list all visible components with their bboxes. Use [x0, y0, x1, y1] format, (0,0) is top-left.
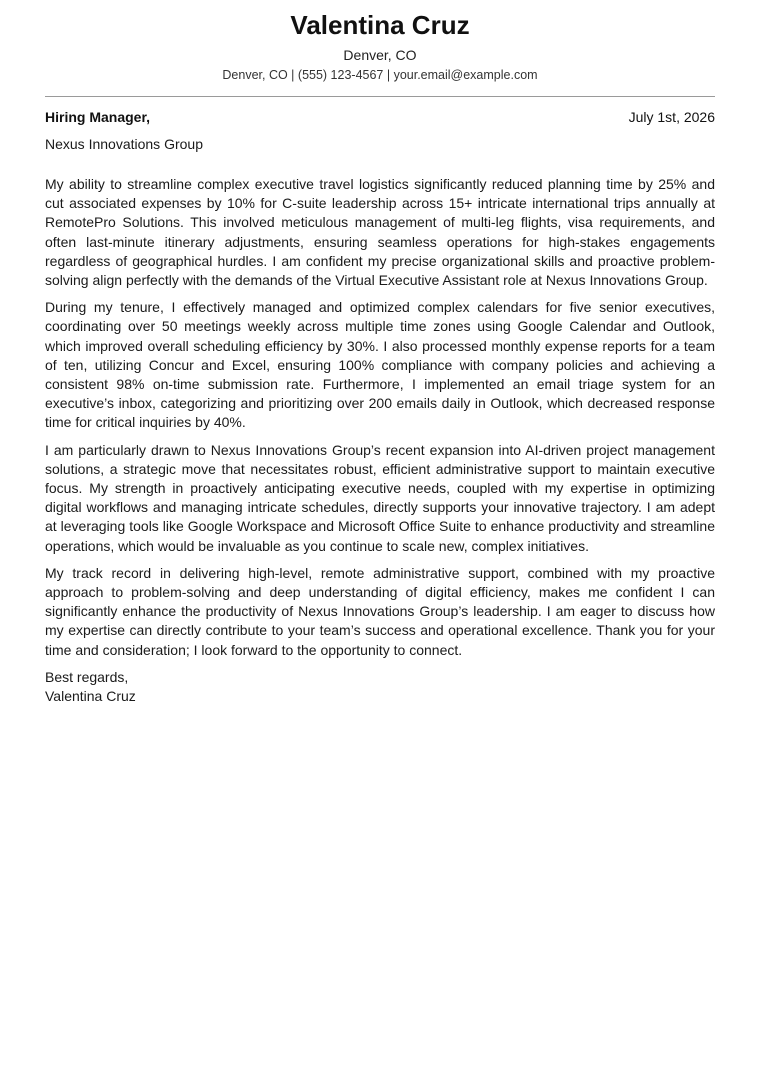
- letter-date: July 1st, 2026: [628, 109, 715, 125]
- recipient-company: Nexus Innovations Group: [45, 136, 203, 152]
- letter-closing: [45, 668, 715, 706]
- applicant-location: Denver, CO: [343, 47, 417, 63]
- applicant-name: Valentina Cruz: [290, 10, 470, 40]
- body-paragraph-1: My ability to streamline complex executive travel logistics significantly reduced planning time by 25% and cut associated expenses by 10% for C-suite leadership across 15+ intricate international trips annually at RemotePro Solutions. This involved meticulous management of multi-leg flights, visa requirements, and often last-minute itinerary adjustments, ensuring seamless operations for high-stakes engagements regardless of geographical hurdles. I am confident my precise organizational skills and proactive problem-solving align perfectly with the demands of the Virtual Executive Assistant role at Nexus Innovations Group.: [45, 176, 715, 289]
- letter-body: [45, 175, 715, 660]
- body-paragraph-2: During my tenure, I effectively managed and optimized complex calendars for five senior executives, coordinating over 50 meetings weekly across multiple time zones using Google Calendar and Outlook, which improved overall scheduling efficiency by 30%. I also processed monthly expense reports for a team of ten, utilizing Concur and Excel, ensuring 100% compliance with company policies and achieving a consistent 98% on-time submission rate. Furthermore, I implemented an email triage system for an executive’s inbox, categorizing and prioritizing over 200 emails daily in Outlook, which decreased response time for critical inquiries by 40%.: [45, 299, 715, 431]
- letter-header: [45, 10, 715, 83]
- recipient-date-row: [45, 108, 715, 126]
- signature-name: Valentina Cruz: [45, 688, 136, 705]
- contact-line: Denver, CO | (555) 123-4567 | your.email@example.com: [222, 68, 538, 82]
- closing-phrase: Best regards,: [45, 668, 129, 685]
- body-paragraph-4: My track record in delivering high-level, remote administrative support, combined with my proactive approach to problem-solving and deep understanding of digital efficiency, makes me confident I can significantly enhance the productivity of Nexus Innovations Group’s leadership. I am eager to discuss how my expertise can directly contribute to your team’s success and operational excellence. Thank you for your time and consideration; I look forward to the opportunity to connect.: [45, 564, 715, 658]
- recipient-salutation: Hiring Manager,: [45, 109, 151, 125]
- body-paragraph-3: I am particularly drawn to Nexus Innovations Group’s recent expansion into AI-driven project management solutions, a strategic move that necessitates robust, efficient administrative support to maintain executive focus. My strength in proactively anticipating executive needs, coupled with my expertise in optimizing digital workflows and managing intricate schedules, directly supports your innovative trajectory. I am adept at leveraging tools like Google Workspace and Microsoft Office Suite to enhance productivity and streamline operations, which would be invaluable as you continue to scale new, complex initiatives.: [45, 441, 715, 554]
- header-divider: [45, 96, 715, 97]
